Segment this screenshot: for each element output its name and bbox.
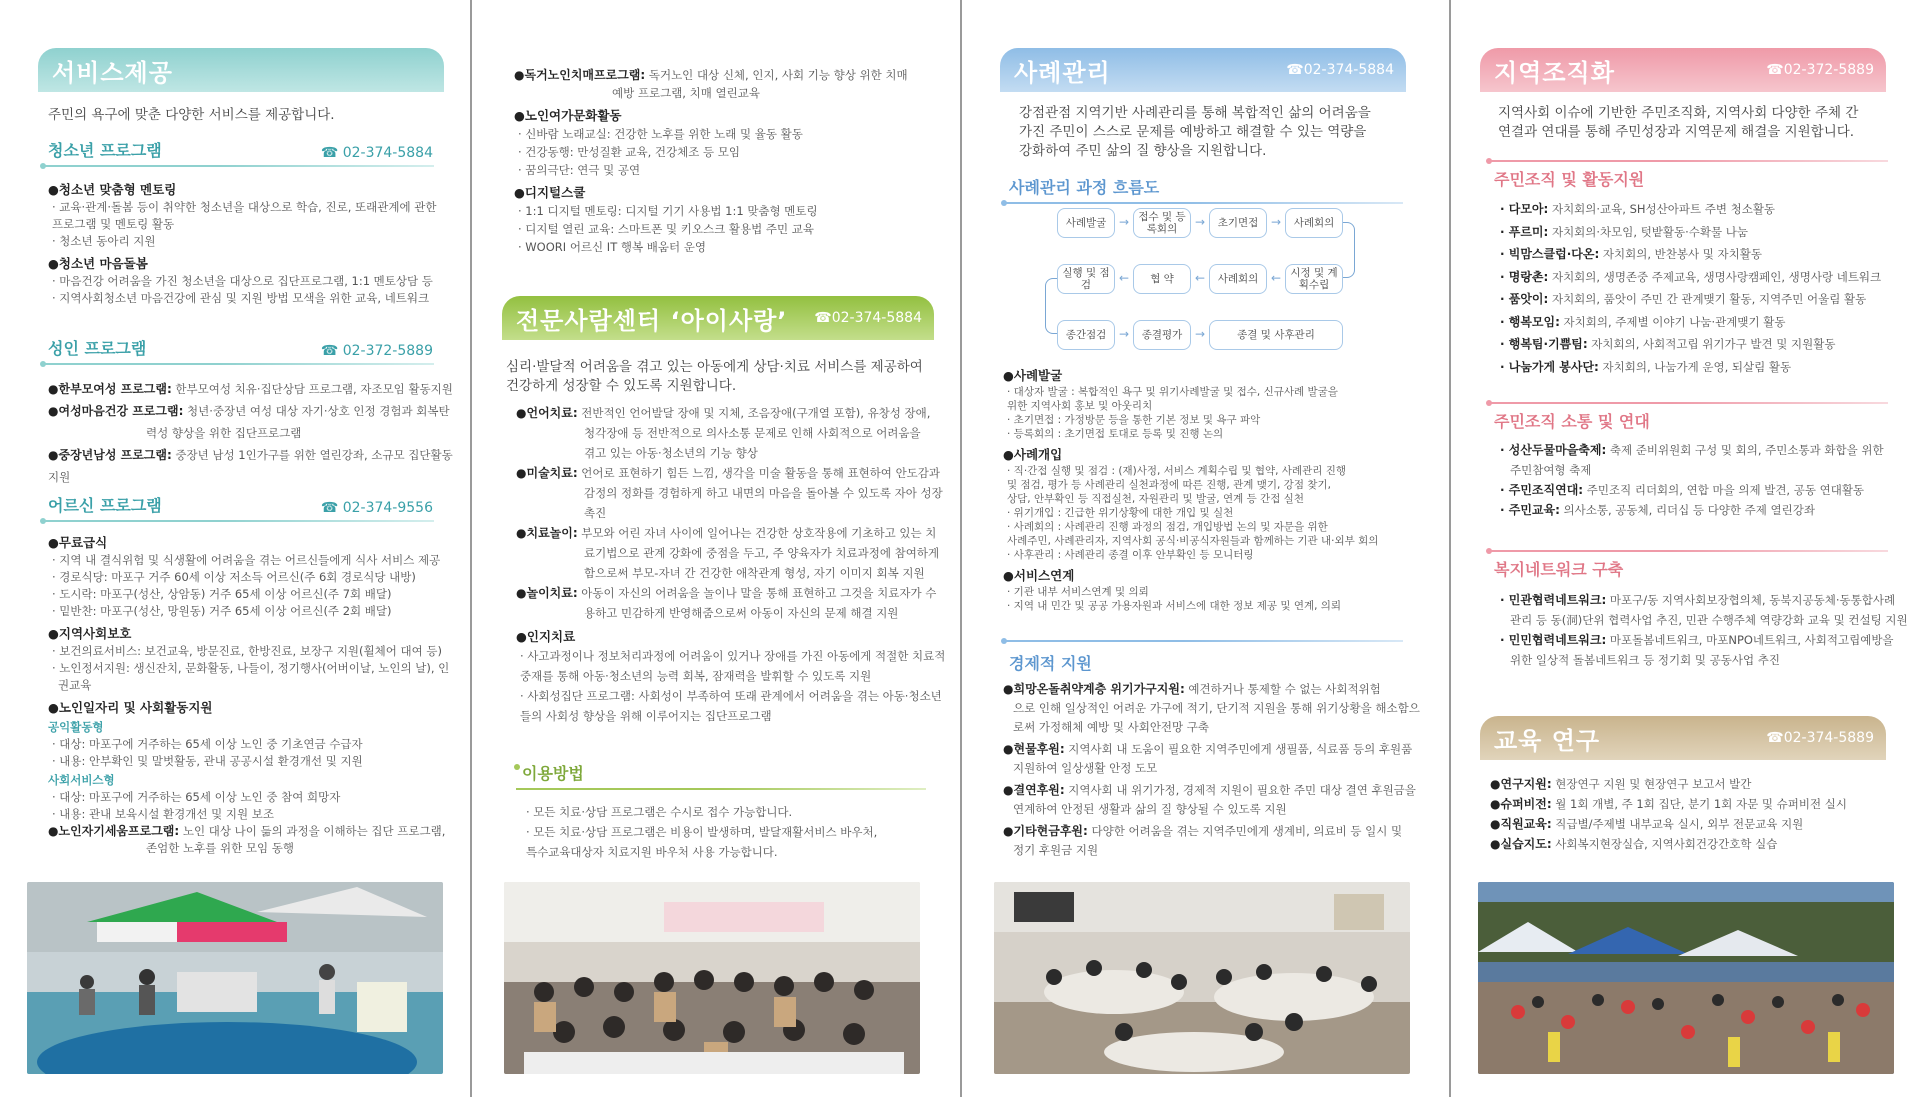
adult-heading: 성인 프로그램 ☎ 02-372-5889 [48, 335, 433, 359]
elder-phone: ☎ 02-374-9556 [320, 500, 433, 516]
case-intro [1019, 104, 1399, 161]
program-desc: 자치회의·교육, SH성산아파트 주변 청소활동 [1548, 202, 1776, 216]
detail-line: · 위기개입 : 긴급한 위기상황에 대한 개입 및 실천 [1007, 507, 1234, 519]
program-title: ●사례개입 [1003, 447, 1063, 462]
center-title-band [502, 296, 934, 340]
program-desc: 자치회의, 생명존중 주제교육, 생명사랑캠페인, 생명사랑 네트워크 [1548, 269, 1882, 284]
intro-line: 강점관점 지역기반 사례관리를 통해 복합적인 삶의 어려움을 [1019, 105, 1371, 121]
program-line [1500, 198, 1910, 221]
econ-line [1003, 680, 1443, 699]
program-title: ●무료급식 [48, 535, 108, 550]
program-line [1490, 774, 1910, 794]
service-column [0, 0, 471, 1097]
flow-step: 종간점검 [1057, 320, 1115, 350]
program-name: · 민관협력네트워크: [1500, 593, 1607, 607]
program-name: · 주민교육: [1500, 503, 1560, 517]
detail-line: · 사회성집단 프로그램: 사회성이 부족하여 또래 관계에서 어려움을 겪는 아동·청소년 [520, 689, 942, 703]
program-name: · 나눔가게 봉사단: [1500, 359, 1599, 374]
detail-line: · WOORI 어르신 IT 행복 배움터 운영 [518, 240, 706, 254]
program-name: · 행복모임: [1500, 314, 1560, 329]
detail-line: · 사고과정이나 정보처리과정에 어려움이 있거나 장애를 가진 아동에게 적절한 치료적 [520, 649, 946, 663]
detail-line: · 대상자 발굴 : 복합적인 욕구 및 위기사례발굴 및 접수, 신규사례 발굴을 [1007, 386, 1338, 398]
econ-desc-cont: 정기 후원금 지원 [1013, 843, 1099, 857]
intro-line: 건강하게 성장할 수 있도록 지원합니다. [506, 378, 737, 394]
youth-heading: 청소년 프로그램 ☎ 02-374-5884 [48, 137, 433, 161]
program-name: · 다모아: [1500, 202, 1549, 216]
program-line [48, 823, 458, 840]
case-process-details [1003, 366, 1443, 613]
detail-line: 중재를 통해 아동·청소년의 능력 회복, 잠재력을 발휘할 수 있도록 지원 [520, 669, 872, 683]
program-title: ●노인일자리 및 사회활동지원 [48, 700, 213, 715]
detail-line: · 내용: 관내 보육시설 환경개선 및 지원 보조 [52, 807, 274, 821]
elder-extra-programs [514, 66, 954, 256]
therapy-desc-cont: 료기법으로 관계 강화에 중점을 두고, 주 양육자가 치료과정에 참여하게 [584, 546, 940, 560]
festival-photo [1478, 882, 1894, 1074]
intro-line: 강화하여 주민 삶의 질 향상을 지원합니다. [1019, 143, 1267, 159]
detail-line: · 디지털 열린 교육: 스마트폰 및 키오스크 활용법 주민 교육 [518, 222, 814, 236]
flow-step: 접수 및 등록회의 [1133, 208, 1191, 238]
program-desc: 의사소통, 공동체, 리더십 등 다양한 주제 열린강좌 [1559, 503, 1815, 517]
program-name: · 주민조직연대: [1500, 483, 1584, 497]
case-title: 사례관리 [1014, 58, 1111, 87]
program-name: ●노인자기세움프로그램: [48, 824, 180, 838]
program-name: ●직원교육: [1490, 817, 1552, 831]
flow-step: 종결 및 사후관리 [1209, 320, 1343, 350]
detail-line: · 기관 내부 서비스연계 및 의뢰 [1007, 586, 1149, 598]
detail-line: · 1:1 디지털 멘토링: 디지털 기기 사용법 1:1 맞춤형 멘토링 [518, 204, 818, 218]
program-line [1500, 630, 1912, 650]
program-desc: 마포구/동 지역사회보장협의체, 동북지공동체·동통합사례 [1606, 593, 1896, 607]
community-title-band [1480, 48, 1886, 92]
program-desc: 자치회의, 사회적고립 위기가구 발견 및 지원활동 [1587, 337, 1836, 351]
therapy-desc-cont: 감정의 정화를 경험하게 하고 내면의 마음을 돌아볼 수 있도록 자아 성장 촉진 [584, 486, 943, 520]
therapy-name: ●언어치료: [516, 406, 578, 420]
edu-phone: ☎02-374-5889 [1766, 730, 1874, 746]
econ-line [1003, 822, 1443, 841]
detail-line: · 직·간접 실행 및 점검 : (재)사정, 서비스 계획수립 및 협약, 사례관리 진행 [1007, 465, 1346, 477]
intro-line: 지역사회 이슈에 기반한 주민조직화, 지역사회 다양한 주체 간 [1498, 105, 1859, 121]
program-desc: 한부모여성 치유·집단상담 프로그램, 자조모임 활동지원 [171, 382, 453, 396]
service-intro: 주민의 욕구에 맞춘 다양한 서비스를 제공합니다. [48, 107, 335, 123]
therapy-desc-cont: 겪고 있는 아동·청소년의 기능 향상 [584, 446, 758, 460]
detail-line: · 지역 내 결식위험 및 식생활에 어려움을 겪는 어르신들에게 식사 서비스 제공 [52, 553, 441, 567]
therapy-desc-cont: 청각장애 등 전반적으로 의사소통 문제로 인해 사회적으로 어려움을 [584, 426, 921, 440]
econ-line [1003, 781, 1443, 800]
detail-line: 사례주민, 사례관리자, 지역사회 공식·비공식자원들과 함께하는 기관 내·외부 회의 [1007, 535, 1379, 547]
econ-support [1003, 680, 1443, 860]
program-line [1500, 333, 1910, 356]
group-photo [504, 882, 920, 1074]
sub-label: 공익활동형 [48, 720, 104, 734]
program-name: · 민민협력네트워크: [1500, 633, 1607, 647]
detail-line: · 신바람 노래교실: 건강한 노후를 위한 노래 및 율동 활동 [518, 127, 803, 141]
detail-line: 및 점검, 평가 등 사례관리 실천과정에 따른 진행, 관계 맺기, 강점 찾기, [1007, 479, 1331, 491]
org-activities [1500, 198, 1910, 378]
comm-heading: 주민조직 소통 및 연대 [1494, 408, 1884, 432]
program-line [1490, 834, 1910, 854]
program-desc: 자치회의, 나눔가게 운영, 되살림 활동 [1598, 359, 1792, 374]
program-title: ●지역사회보호 [48, 626, 132, 641]
flow-step: 협 약 [1133, 264, 1191, 294]
program-line [1500, 243, 1910, 266]
econ-name: ●현물후원: [1003, 742, 1065, 756]
program-name: · 행복팀·기쁨팀: [1500, 337, 1588, 351]
econ-desc-cont: 연계하여 안정된 생활과 삶의 질 향상될 수 있도록 지원 [1013, 802, 1287, 816]
program-desc: 자치회의·차모임, 텃밭활동·수확물 나눔 [1548, 224, 1748, 239]
usage-info [522, 802, 942, 862]
program-line [1500, 356, 1910, 379]
detail-line: · 도시락: 마포구(성산, 상암동) 거주 65세 이상 어르신(주 7회 배달) [52, 587, 392, 601]
program-desc: 중장년 남성 1인가구를 위한 열린강좌, 소규모 집단활동 지원 [48, 448, 453, 484]
detail-line: · 건강동행: 만성질환 교육, 건강체조 등 모임 [518, 145, 740, 159]
flow-step: 시정 및 계획수립 [1285, 264, 1343, 294]
detail-line: · 노인정서지원: 생신잔치, 문화활동, 나들이, 정기행사(어버이날, 노인의 날), 인권교육 [52, 661, 450, 692]
community-intro [1498, 104, 1888, 142]
edu-items [1490, 774, 1910, 854]
econ-desc: 지역사회 내 위기가정, 경제적 지원이 필요한 주민 대상 결연 후원금을 [1064, 783, 1416, 797]
program-name: ●실습지도: [1490, 837, 1552, 851]
econ-desc-cont: 지원하여 일상생활 안정 도모 [1013, 761, 1158, 775]
program-title: ●인지치료 [516, 629, 576, 644]
program-desc: 자치회의, 반찬봉사 및 자치활동 [1599, 247, 1762, 261]
econ-desc-cont: 으로 인해 일상적인 어려운 가구에 적기, 단기적 지원을 통해 위기상황을 해소함으 [1013, 701, 1420, 715]
program-desc-cont: 예방 프로그램, 치매 열린교육 [612, 86, 760, 100]
detail-line: · 등록회의 : 초기면접 토대로 등록 및 진행 논의 [1007, 428, 1224, 440]
net-heading: 복지네트워크 구축 [1494, 556, 1884, 580]
case-column [961, 0, 1449, 1097]
edu-title-band [1480, 716, 1886, 760]
econ-heading: 경제적 지원 [1009, 650, 1399, 674]
program-name: · 명랑촌: [1500, 269, 1549, 284]
program-line [1500, 480, 1910, 500]
econ-name: ●기타현금후원: [1003, 824, 1088, 838]
flow-step: 초기면접 [1209, 208, 1267, 238]
program-title: ●서비스연계 [1003, 568, 1075, 583]
program-title: ●청소년 마음돌봄 [48, 256, 148, 271]
program-line [1500, 590, 1912, 610]
therapy-name: ●치료놀이: [516, 526, 578, 540]
detail-line: · 사후관리 : 사례관리 종결 이후 안부확인 등 모니터링 [1007, 549, 1254, 561]
case-flow-diagram: 사례발굴 → 접수 및 등록회의 → 초기면접 → 사례회의 실행 및 점검 ← 협 약 ← 사례회의 ← 시정 및 계획수립 종간점검 → 종결평가 → 종결 및 사후관리 [1057, 208, 1387, 358]
detail-line: · 지역 내 민간 및 공공 가용자원과 서비스에 대한 정보 제공 및 연계, 의뢰 [1007, 600, 1342, 612]
program-name: · 푸르미: [1500, 224, 1549, 239]
adult-phone: ☎ 02-372-5889 [320, 343, 433, 359]
center-phone: ☎02-374-5884 [814, 310, 922, 326]
program-line [1500, 440, 1910, 460]
program-desc: 독거노인 대상 신체, 인지, 사회 기능 향상 위한 치매 [645, 68, 908, 82]
detail-line: · 모든 치료·상담 프로그램은 수시로 접수 가능합니다. [526, 805, 793, 819]
econ-name: ●결연후원: [1003, 783, 1065, 797]
therapy-line [516, 403, 956, 423]
program-line [48, 378, 458, 400]
tent-event-photo [27, 882, 443, 1074]
service-title: 서비스제공 [52, 58, 173, 87]
econ-desc: 지역사회 내 도움이 필요한 지역주민에게 생필품, 식료품 등의 후원품 [1064, 742, 1413, 756]
detail-line: 들의 사회성 향상을 위해 이루어지는 집단프로그램 [520, 709, 772, 723]
econ-desc: 예견하거나 통제할 수 없는 사회적위험 [1184, 682, 1381, 696]
flow-step: 사례발굴 [1057, 208, 1115, 238]
detail-line: · 모든 치료·상담 프로그램은 비용이 발생하며, 발달재활서비스 바우처, [526, 825, 878, 839]
program-line [514, 66, 954, 84]
program-desc: 자치회의, 주제별 이야기 나눔·관계맺기 활동 [1559, 314, 1786, 329]
program-name: · 품앗이: [1500, 292, 1549, 306]
econ-desc: 다양한 어려움을 겪는 지역주민에게 생계비, 의료비 등 일시 및 [1087, 824, 1403, 838]
elder-heading: 어르신 프로그램 ☎ 02-374-9556 [48, 492, 433, 516]
detail-line: · 교육·관계·돌봄 등이 취약한 청소년을 대상으로 학습, 진로, 또래관계에 관한 [52, 200, 437, 214]
detail-line: · 내용: 안부확인 및 말벗활동, 관내 공공시설 환경개선 및 지원 [52, 754, 363, 768]
therapy-desc: 전반적인 언어발달 장애 및 지체, 조음장애(구개열 포함), 유창성 장애, [577, 406, 931, 420]
program-desc-cont: 존엄한 노후를 위한 모임 동행 [146, 841, 294, 855]
program-name: ●연구지원: [1490, 777, 1552, 791]
flow-step: 사례회의 [1209, 264, 1267, 294]
program-line [1500, 288, 1910, 311]
youth-programs [48, 180, 458, 307]
program-desc-cont: 력성 향상을 위한 집단프로그램 [146, 426, 302, 440]
therapy-desc: 아동이 자신의 어려움을 놀이나 말을 통해 표현하고 그것을 치료자가 수 [577, 586, 937, 600]
elder-programs [48, 533, 458, 857]
econ-name: ●희망온돌취약계층 위기가구지원: [1003, 682, 1185, 696]
net-activities [1500, 590, 1912, 670]
detail-line: 위한 지역사회 홍보 및 아웃리치 [1007, 400, 1153, 412]
detail-line: · 보건의료서비스: 보건교육, 방문진료, 한방진료, 보장구 지원(휠체어 대여 등) [52, 644, 442, 658]
program-name: ●중장년남성 프로그램: [48, 448, 172, 462]
program-desc: 직급별/주제별 내부교육 실시, 외부 전문교육 지원 [1551, 817, 1804, 831]
detail-line: · 청소년 동아리 지원 [52, 234, 156, 248]
detail-line: 특수교육대상자 치료지원 바우처 사용 가능합니다. [526, 845, 778, 859]
detail-line: · 사례회의 : 사례관리 진행 과정의 점검, 개입방법 논의 및 자문을 위한 [1007, 521, 1328, 533]
flow-step: 실행 및 점검 [1057, 264, 1115, 294]
therapy-programs [516, 403, 956, 726]
detail-line: · 꿈의극단: 연극 및 공연 [518, 163, 641, 177]
org-heading: 주민조직 및 활동지원 [1494, 166, 1884, 190]
case-title-band [1000, 48, 1406, 92]
program-line [48, 444, 458, 488]
program-title: ●디지털스쿨 [514, 185, 586, 200]
intro-line: 심리·발달적 어려움을 겪고 있는 아동에게 상담·치료 서비스를 제공하여 [506, 359, 923, 375]
program-desc-cont: 관리 등 동(洞)단위 협력사업 추진, 민관 수행주체 역량강화 교육 및 컨설팅 지원 [1510, 613, 1908, 627]
case-phone: ☎02-374-5884 [1286, 62, 1394, 78]
program-name: · 성산두물마을축제: [1500, 443, 1607, 457]
detail-line: · 경로식당: 마포구 거주 60세 이상 저소득 어르신(주 6회 경로식당 내방) [52, 570, 416, 584]
detail-line: · 초기면접 : 가정방문 등을 통한 기본 정보 및 욕구 파악 [1007, 414, 1261, 426]
detail-line: 상담, 안부확인 등 직접실천, 자원관리 및 발굴, 연계 등 간접 실천 [1007, 493, 1304, 505]
program-desc-cont: 주민참여형 축제 [1510, 463, 1592, 477]
program-line [48, 400, 458, 422]
detail-line: · 대상: 마포구에 거주하는 65세 이상 노인 중 기초연금 수급자 [52, 737, 363, 751]
program-desc: 마포돌봄네트워크, 마포NPO네트워크, 사회적고립예방을 [1606, 633, 1894, 647]
program-desc: 현장연구 지원 및 현장연구 보고서 발간 [1551, 777, 1752, 791]
program-desc: 주민조직 리더회의, 연합 마을 의제 발견, 공동 연대활동 [1583, 483, 1865, 497]
program-title: ●사례발굴 [1003, 368, 1063, 383]
therapy-desc-cont: 용하고 민감하게 반영해줌으로써 아동이 자신의 문제 해결 지원 [584, 606, 899, 620]
center-title: 전문사람센터 ‘아이사랑’ [516, 306, 788, 335]
therapy-line [516, 463, 956, 483]
program-desc: 월 1회 개별, 주 1회 집단, 분기 1회 자문 및 슈퍼비전 실시 [1551, 797, 1847, 811]
center-column [472, 0, 960, 1097]
meeting-photo [994, 882, 1410, 1074]
community-column [1450, 0, 1920, 1097]
comm-activities [1500, 440, 1910, 520]
therapy-desc: 부모와 어린 자녀 사이에 일어나는 건강한 상호작용에 기초하고 있는 치 [577, 526, 937, 540]
program-name: ●여성마음건강 프로그램: [48, 404, 184, 418]
service-title-band [38, 48, 444, 92]
therapy-desc: 언어로 표현하기 힘든 느낌, 생각을 미술 활동을 통해 표현하여 안도감과 [577, 466, 941, 480]
program-desc-cont: 위한 일상적 돌봄네트워크 등 정기회 및 공동사업 추진 [1510, 653, 1780, 667]
therapy-line [516, 523, 956, 543]
program-title: ●노인여가문화활동 [514, 108, 622, 123]
program-line [1490, 794, 1910, 814]
usage-heading: 이용방법 [522, 760, 922, 784]
program-name: ●한부모여성 프로그램: [48, 382, 172, 396]
program-desc: 축제 준비위원회 구성 및 회의, 주민소통과 화합을 위한 [1606, 443, 1884, 457]
program-line [1500, 500, 1910, 520]
program-line [1490, 814, 1910, 834]
program-name: ●독거노인치매프로그램: [514, 68, 646, 82]
program-desc: 자치회의, 품앗이 주민 간 관계맺기 활동, 지역주민 어울림 활동 [1548, 292, 1867, 306]
program-name: · 빅맘스클럽·다온: [1500, 247, 1600, 261]
flow-step: 사례회의 [1285, 208, 1343, 238]
therapy-line [516, 583, 956, 603]
program-title: ●청소년 맞춤형 멘토링 [48, 182, 177, 197]
program-line [1500, 266, 1910, 289]
program-desc: 사회복지현장실습, 지역사회건강간호학 실습 [1551, 837, 1778, 851]
econ-desc-cont: 로써 가정해체 예방 및 사회안전망 구축 [1013, 720, 1210, 734]
therapy-desc-cont: 함으로써 부모-자녀 간 건강한 애착관계 형성, 자기 이미지 회복 지원 [584, 566, 925, 580]
center-intro [506, 358, 946, 396]
community-phone: ☎02-372-5889 [1766, 62, 1874, 78]
detail-line: · 밑반찬: 마포구(성산, 망원동) 거주 65세 이상 어르신(주 2회 배달) [52, 604, 392, 618]
detail-line: · 대상: 마포구에 거주하는 65세 이상 노인 중 참여 희망자 [52, 790, 341, 804]
intro-line: 연결과 연대를 통해 주민성장과 지역문제 해결을 지원합니다. [1498, 124, 1855, 140]
program-desc: 노인 대상 나이 듦의 과정을 이해하는 집단 프로그램, [179, 824, 446, 838]
youth-phone: ☎ 02-374-5884 [320, 145, 433, 161]
sub-label: 사회서비스형 [48, 773, 115, 787]
detail-line: · 지역사회청소년 마음건강에 관심 및 지원 방법 모색을 위한 교육, 네트워크 [52, 291, 430, 305]
program-name: ●슈퍼비전: [1490, 797, 1552, 811]
intro-line: 가진 주민이 스스로 문제를 예방하고 해결할 수 있는 역량을 [1019, 124, 1367, 140]
edu-title: 교육 연구 [1494, 726, 1601, 755]
program-line [1500, 221, 1910, 244]
detail-line: 프로그램 및 멘토링 활동 [52, 217, 175, 231]
detail-line: · 마음건강 어려움을 가진 청소년을 대상으로 집단프로그램, 1:1 멘토상담 등 [52, 274, 433, 288]
adult-programs [48, 378, 458, 488]
therapy-name: ●놀이치료: [516, 586, 578, 600]
flow-heading: 사례관리 과정 흐름도 [1009, 174, 1399, 198]
econ-line [1003, 740, 1443, 759]
therapy-name: ●미술치료: [516, 466, 578, 480]
program-desc: 청년·중장년 여성 대상 자기·상호 인정 경험과 회복탄 [183, 404, 450, 418]
community-title: 지역조직화 [1494, 58, 1615, 87]
flow-step: 종결평가 [1133, 320, 1191, 350]
program-line [1500, 311, 1910, 334]
